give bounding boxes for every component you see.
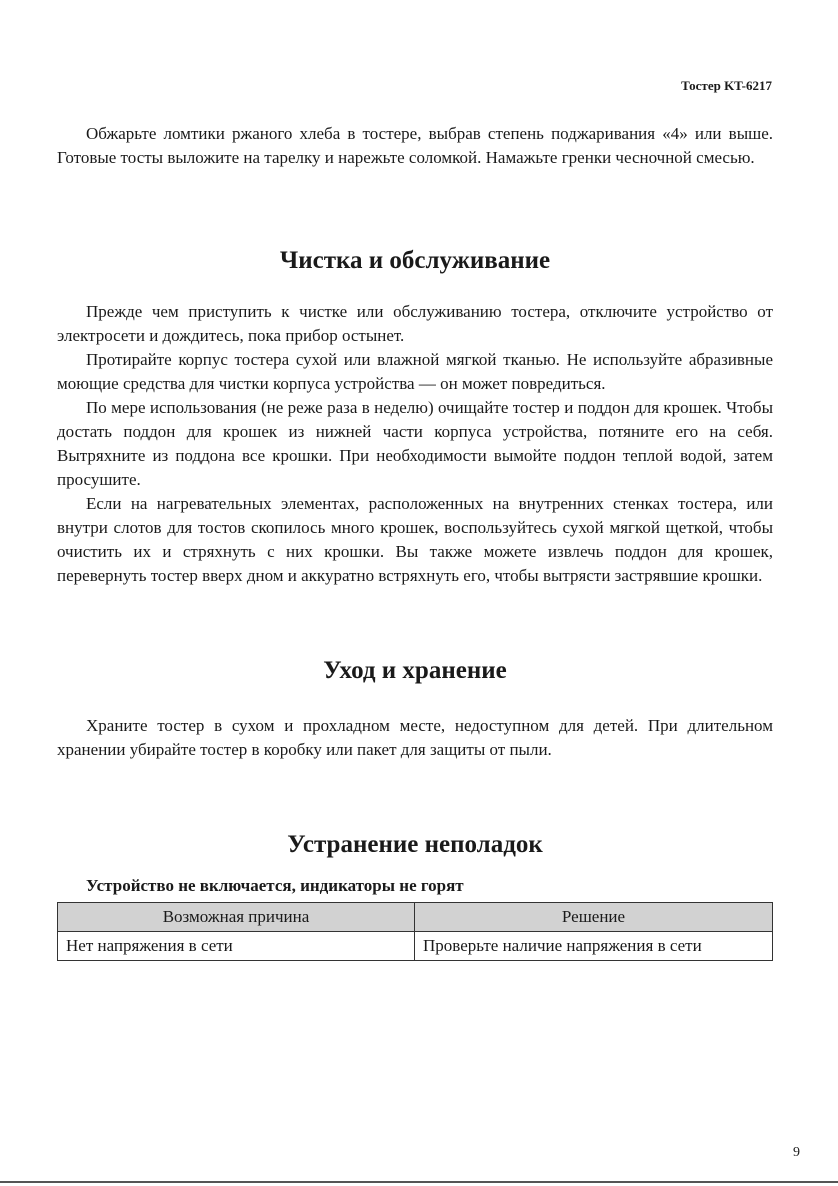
troubleshooting-table (57, 902, 773, 961)
cleaning-paragraph-2: Протирайте корпус тостера сухой или влажной мягкой тканью. Не используйте абразивные моющие средства для чистки корпуса устройства — он может повредиться. (57, 350, 773, 393)
table-header-solution: Решение (415, 903, 773, 932)
table-cell-cause: Нет напряжения в сети (58, 932, 415, 961)
table-cell-solution: Проверьте наличие напряжения в сети (415, 932, 773, 961)
issue-title: Устройство не включается, индикаторы не горят (86, 876, 464, 895)
table-header-row (58, 903, 773, 932)
table-row (58, 932, 773, 961)
intro-paragraph: Обжарьте ломтики ржаного хлеба в тостере, выбрав степень поджаривания «4» или выше. Готовые тосты выложите на тарелку и нарежьте соломкой. Намажьте гренки чесночной смесью. (57, 124, 773, 167)
cleaning-paragraph-4: Если на нагревательных элементах, расположенных на внутренних стенках тостера, или внутри слотов для тостов скопилось много крошек, воспользуйтесь сухой мягкой щеткой, чтобы очистить их и стряхнуть с них крошки. Вы также можете извлечь поддон для крошек, перевернуть тостер вверх дном и аккуратно встряхнуть его, чтобы вытрясти застрявшие крошки. (57, 494, 773, 585)
header-model-name: Тостер KT-6217 (681, 78, 772, 93)
cleaning-paragraph-3: По мере использования (не реже раза в неделю) очищайте тостер и поддон для крошек. Чтобы достать поддон для крошек из нижней части корпуса устройства, потяните его на себя. Вытряхните из поддона все крошки. При необходимости вымойте поддон теплой водой, затем просушите. (57, 398, 773, 489)
cleaning-paragraph-1: Прежде чем приступить к чистке или обслуживанию тостера, отключите устройство от электросети и дождитесь, пока прибор остынет. (57, 302, 773, 345)
cleaning-heading: Чистка и обслуживание (279, 247, 551, 274)
table-header-cause: Возможная причина (58, 903, 415, 932)
bottom-divider (0, 1181, 838, 1183)
page-content (57, 122, 773, 961)
care-paragraph: Храните тостер в сухом и прохладном месте, недоступном для детей. При длительном хранении убирайте тостер в коробку или пакет для защиты от пыли. (57, 716, 773, 759)
care-heading: Уход и хранение (323, 657, 507, 684)
page-number: 9 (793, 1145, 800, 1160)
troubleshooting-heading: Устранение неполадок (287, 831, 543, 858)
